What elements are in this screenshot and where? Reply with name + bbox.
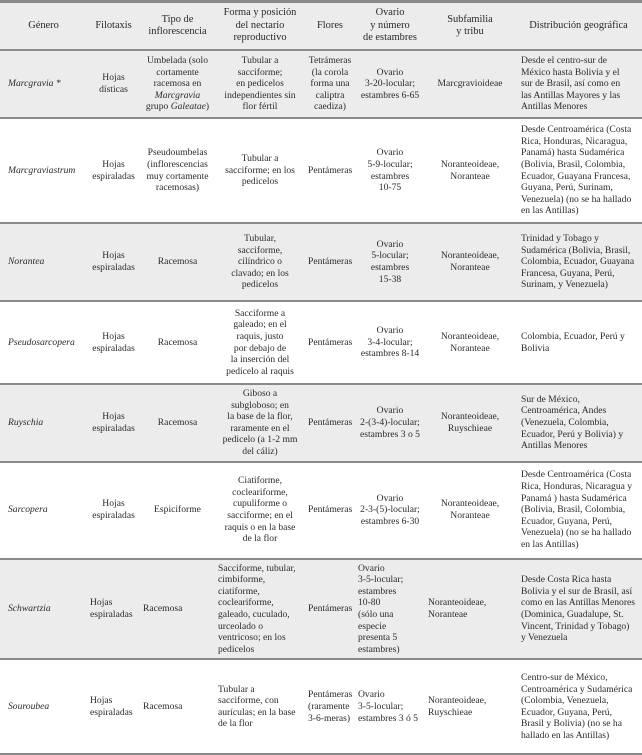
- filotaxis-cell: Hojas espiraladas: [87, 384, 140, 462]
- genus-cell: Sarcopera: [8, 504, 48, 516]
- ovary-cell: Ovario 5-locular; estambres 15-38: [355, 223, 425, 301]
- distribution-cell: Desde el centro-sur de México hasta Bolivia y el sur de Brasil, así como en las Antillas Mayores y las Antillas Menores: [515, 50, 642, 118]
- ovary-cell: Ovario 3-20-locular; estambres 6-65: [355, 50, 425, 118]
- inflorescence-cell: Racemosa: [157, 336, 198, 348]
- table-row: [0, 223, 642, 301]
- table-row: [0, 559, 642, 660]
- inflorescence-cell: Racemosa: [140, 384, 215, 462]
- header-ovario: Ovario y número de estambres: [355, 2, 425, 51]
- subfamily-cell: Noranteoideae, Noranteae: [440, 330, 500, 354]
- table-row: [0, 462, 642, 559]
- genus-cell: Ruyschia: [0, 384, 87, 462]
- header-inflorescencia: Tipo de inflorescencia: [140, 2, 215, 51]
- inflorescence-cell: Racemosa: [140, 223, 215, 301]
- genus-cell: Pseudosarcopera: [8, 336, 75, 348]
- genus-cell: Schwartzia: [0, 559, 87, 660]
- table-row: [0, 384, 642, 462]
- filotaxis-cell: Hojas espiraladas: [92, 330, 135, 354]
- genus-cell: Norantea: [0, 223, 87, 301]
- distribution-cell: Sur de México, Centroamérica, Andes (Venezuela, Colombia, Ecuador, Perú y Bolivia) y Antillas Menores: [515, 384, 642, 462]
- flowers-cell: Pentámeras: [308, 164, 353, 176]
- subfamily-cell: Noranteoideae, Ruyschieae: [428, 695, 487, 718]
- inflorescence-cell: Espiciforme: [154, 504, 201, 516]
- filotaxis-cell: Hojas espiraladas: [87, 223, 140, 301]
- ovary-cell: Ovario 2-3-(5)-locular; estambres 6-30: [360, 492, 420, 527]
- flowers-cell: Pentámeras: [305, 559, 355, 660]
- filotaxis-cell: Hojas dísticas: [87, 50, 140, 118]
- table-row: [0, 50, 642, 118]
- nectary-cell: Sacciforme, tubular, cimbiforme, ciatiforme, cocleariforme, galeado, cuculado, urceolado o ventricoso; en los pedicelos: [215, 559, 305, 660]
- nectary-cell: Tubular, sacciforme, cilíndrico o clavado; en los pedicelos: [215, 223, 305, 301]
- genus-cell: Souroubea: [8, 701, 50, 713]
- header-genero: Género: [0, 2, 87, 51]
- table-row: [0, 118, 642, 223]
- header-flores: Flores: [305, 2, 355, 51]
- distribution-cell: Desde Centroamérica (Costa Rica, Honduras, Nicaragua y Panamá ) hasta Sudamérica (Bolivia, Brasil, Colombia, Ecuador, Guyana, Perú, Venezuela) (no se ha hallado en las Antillas): [521, 469, 633, 551]
- inflor-text: ): [205, 101, 210, 113]
- header-distribucion: Distribución geográfica: [515, 2, 642, 51]
- subfamily-cell: Noranteoideae, Noranteae: [425, 559, 515, 660]
- filotaxis-cell: Hojas espiraladas: [87, 559, 140, 660]
- ovary-cell: Ovario 5-9-locular; estambres 10-75: [367, 147, 413, 194]
- ovary-cell: Ovario 2-(3-4)-locular; estambres 3 o 5: [355, 384, 425, 462]
- filotaxis-cell: Hojas espiraladas: [90, 695, 133, 718]
- header-subfamilia: Subfamilia y tribu: [425, 2, 515, 51]
- flowers-cell: Pentámeras: [308, 336, 353, 348]
- subfamily-cell: Marcgravioideae: [425, 50, 515, 118]
- inflor-text: grupo: [145, 101, 169, 113]
- flowers-cell: Pentámeras (raramente 3-6-meras): [308, 689, 353, 724]
- ovary-cell: Ovario 3-4-locular; estambres 8-14: [360, 325, 420, 360]
- header-filotaxis: Filotaxis: [87, 2, 140, 51]
- inflor-genus: Marcgravia: [154, 89, 201, 101]
- flowers-cell: Tetrámeras (la corola forma una caliptra caediza): [305, 50, 355, 118]
- nectary-cell: Tubular a sacciforme, con aurículas; en la base de la flor: [218, 683, 296, 730]
- filotaxis-cell: Hojas espiraladas: [92, 498, 135, 522]
- header-nectario: Forma y posición del nectario reproductivo: [215, 2, 305, 51]
- flowers-cell: Pentámeras: [308, 504, 353, 516]
- inflorescence-cell: Pseudoumbelas (inflorescencias muy cortamente racemosas): [146, 147, 209, 194]
- subfamily-cell: Noranteoideae, Ruyschieae: [425, 384, 515, 462]
- table-row: [0, 659, 642, 754]
- filotaxis-cell: Hojas espiraladas: [92, 158, 135, 182]
- inflorescence-cell: Racemosa: [140, 559, 215, 660]
- nectary-cell: Tubular a sacciforme; en pedicelos independientes sin flor fértil: [215, 50, 305, 118]
- inflorescence-cell: Racemosa: [143, 701, 183, 713]
- nectary-cell: Ciatiforme, cocleariforme, cupuliforme o sacciforme; en el raquis o en la base de la flor: [224, 475, 296, 545]
- nectary-cell: Tubular a sacciforme; en los pedicelos: [225, 153, 295, 188]
- distribution-cell: Centro-sur de México, Centroamérica y Sudamérica (Colombia, Venezuela, Ecuador, Guyana, Perú, Brasil y Bolivia) (no se ha hallado en las Antillas): [521, 672, 633, 741]
- inflor-text: Umbelada (solo cortamente racemosa en: [146, 55, 208, 90]
- nectary-cell: Sacciforme a galeado; en el raquis, justo por debajo de la inserción del pedicelo al raquis: [226, 307, 294, 377]
- inflor-group: Galeatae: [170, 101, 206, 113]
- ovary-cell: Ovario 3-5-locular; estambres 10-80 (sólo una especie presenta 5 estambres): [355, 559, 425, 660]
- genus-cell: Marcgraviastrum: [8, 164, 76, 176]
- distribution-cell: Desde Costa Rica hasta Bolivia y el sur de Brasil, así como en las Antillas Menores (Dominica, Guadalupe, St. Vincent, Trinidad y Tobago) y Venezuela: [515, 559, 642, 660]
- distribution-cell: Trinidad y Tobago y Sudamérica (Bolivia, Brasil, Colombia, Ecuador, Guayana Francesa, Guyana, Perú, Surinam, y Venezuela): [515, 223, 642, 301]
- genus-cell: Marcgravia *: [0, 50, 87, 118]
- header-row: [0, 2, 642, 51]
- subfamily-cell: Noranteoideae, Noranteae: [425, 223, 515, 301]
- subfamily-cell: Noranteoideae, Noranteae: [440, 158, 500, 182]
- subfamily-cell: Noranteoideae, Noranteae: [440, 498, 500, 522]
- ovary-cell: Ovario 3-5-locular; estambres 3 ó 5: [358, 689, 418, 724]
- inflorescence-cell: [140, 50, 215, 118]
- nectary-cell: Giboso a subgloboso; en la base de la flor, raramente en el pedicelo (a 1-2 mm del cáliz): [215, 384, 305, 462]
- flowers-cell: Pentámeras: [305, 384, 355, 462]
- distribution-cell: Colombia, Ecuador, Perú y Bolivia: [521, 330, 625, 354]
- distribution-cell: Desde Centroamérica (Costa Rica, Honduras, Nicaragua, Panamá) hasta Sudamérica (Bolivia, Brasil, Colombia, Ecuador, Guayana Francesa, Guyana, Perú, Surinam, Venezuela) (no se ha hallado en las Antillas): [521, 124, 632, 217]
- flowers-cell: Pentámeras: [305, 223, 355, 301]
- table-row: [0, 301, 642, 384]
